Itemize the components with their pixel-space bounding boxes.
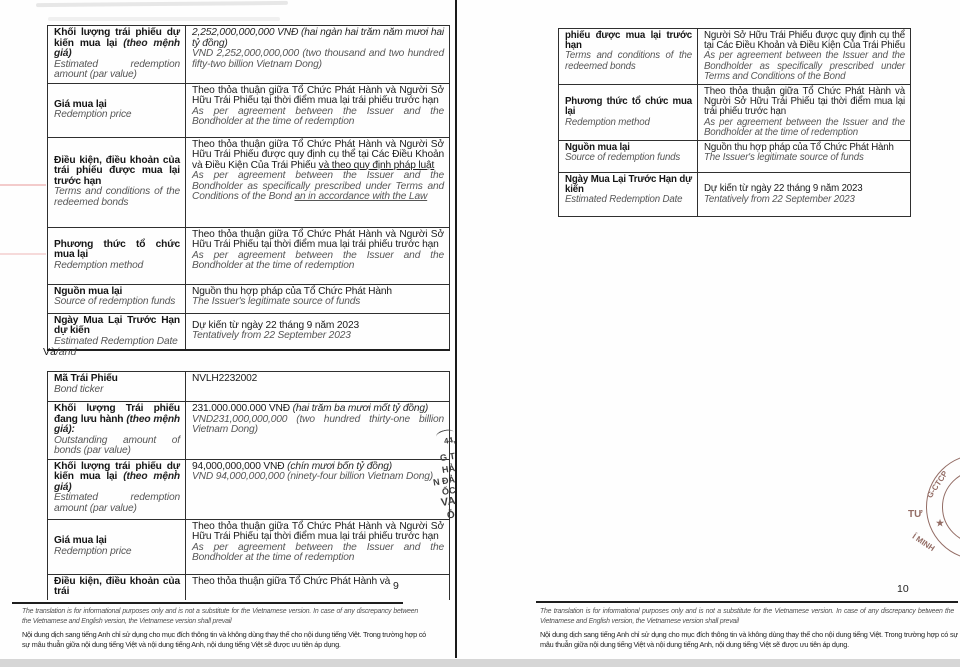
text-block: VND 2,252,000,000,000 (two thousand and two hundred fifty-two billion Vietnam Dong) — [192, 48, 444, 70]
table-row — [559, 29, 911, 85]
row-value-cell — [186, 313, 450, 350]
text-block: As per agreement between the Issuer and the Bondholder at the time of redemption — [704, 116, 905, 138]
row-label-cell — [48, 26, 186, 84]
text-block: 94,000,000,000 VNĐ (chín mươi bốn tỷ đồng) — [192, 460, 393, 472]
text-block: Source of redemption funds — [54, 296, 176, 307]
table-row — [48, 227, 450, 284]
table-row — [48, 402, 450, 460]
text-block: Redemption method — [54, 259, 144, 271]
text-block: Phương thức tổ chức mua lại — [54, 238, 180, 261]
row-value-cell — [186, 372, 450, 402]
table-row — [48, 137, 450, 227]
connector-en: /and — [55, 346, 77, 358]
text-block: Giá mua lại — [54, 98, 107, 110]
row-value-cell — [186, 137, 450, 227]
text-block: 2,252,000,000,000 VNĐ (hai ngàn hai trăm năm mươi hai tỷ đồng) — [192, 27, 444, 49]
text-block: Mã Trái Phiếu — [54, 373, 118, 384]
text-block: Nguồn thu hợp pháp của Tổ Chức Phát Hành — [704, 142, 894, 154]
text-block: Nguồn mua lại — [54, 285, 123, 297]
seal-star-icon: ★ — [936, 518, 945, 528]
row-label-cell — [48, 519, 186, 574]
text-block: Estimated Redemption Date — [54, 335, 178, 347]
text-block: Nguồn thu hợp pháp của Tổ Chức Phát Hành — [192, 285, 392, 297]
table-row — [559, 85, 911, 141]
row-label-cell — [48, 372, 186, 402]
text-block: Bond ticker — [54, 383, 104, 395]
table-row — [559, 173, 911, 217]
text-block: Terms and conditions of the redeemed bonds — [54, 186, 180, 208]
footer-rule — [536, 601, 958, 603]
text-block: Phương thức tổ chức mua lại — [565, 96, 692, 118]
text-block: Khối lượng trái phiếu dự kiến mua lại (theo mệnh giá) — [54, 460, 180, 493]
row-label-cell — [559, 141, 698, 173]
text-block: Ngày Mua Lại Trước Hạn dự kiến — [54, 314, 180, 336]
table-row — [559, 141, 911, 173]
text-block: Theo thỏa thuận giữa Tổ Chức Phát Hành và Người Sở Hữu Trái Phiếu tại thời điểm mua lại trái phiếu trước hạn — [704, 86, 905, 118]
footer-disclaimer-vn: Nội dung dịch sang tiếng Anh chỉ sử dụng cho mục đích thông tin và không dùng thay thế cho nội dung tiếng Việt. Trong trường hợp có sự mâu thuẫn giữa nội dung tiếng Việt và nội dung tiếng Anh, nội dung tiếng Việt sẽ được ưu tiên áp dụng. — [540, 630, 958, 650]
stamp-text-fragment: G T — [439, 450, 456, 464]
table-row — [48, 26, 450, 84]
stamp-text-fragment: HẢ — [441, 463, 456, 475]
page-number: 10 — [897, 583, 909, 595]
connector-vn: Và — [43, 346, 56, 358]
pink-scan-mark — [0, 253, 46, 255]
footer-disclaimer-en: The translation is for informational purposes only and is not a substitute for the Vietnamese version. In case of any discrepancy between the Vietnamese and English version, the Vietnamese version shall prevail — [22, 608, 418, 625]
row-label-cell — [48, 313, 186, 350]
text-block: Người Sở Hữu Trái Phiếu được quy định cụ thể tại Các Điều Khoản và Điều Kiện Của Trái Phiếu — [704, 30, 905, 52]
text-block: Khối lượng trái phiếu dự kiến mua lại (theo mệnh giá) — [54, 27, 180, 59]
row-value-cell — [186, 574, 450, 600]
row-value-cell — [186, 459, 450, 519]
stamp-arc — [434, 521, 453, 529]
footer-disclaimer-en: The translation is for informational purposes only and is not a substitute for the Vietnamese version. In case of any discrepancy between the Vietnamese and English version, the Vietnamese version shall prevail — [540, 608, 954, 625]
text-block: The Issuer's legitimate source of funds — [192, 296, 361, 307]
row-label-cell — [48, 137, 186, 227]
redemption-terms-table-continued — [558, 28, 911, 217]
text-block: Ngày Mua Lại Trước Hạn dự kiến — [565, 174, 692, 196]
text-block: Điều kiện, điều khoản của trái phiếu được mua lại trước hạn — [54, 154, 180, 187]
row-label-cell — [48, 284, 186, 313]
text-block: VND 94,000,000,000 (ninety-four billion Vietnam Dong) — [192, 471, 434, 482]
stamp-text-fragment: ỐC — [440, 485, 456, 497]
text-block: 231.000.000.000 VNĐ (hai trăm ba mươi mốt tỷ đồng) — [192, 403, 429, 414]
scan-smear — [48, 17, 280, 21]
text-block: Nguồn mua lại — [565, 142, 630, 154]
stamp-text-fragment: Ỗ — [446, 509, 456, 522]
text-block: Estimated redemption amount (par value) — [54, 58, 180, 80]
seal-inner-text: TƯ — [908, 509, 923, 520]
row-value-cell — [186, 83, 450, 137]
text-block: Outstanding amount of bonds (par value) — [54, 434, 180, 456]
scan-edge-band — [0, 659, 960, 667]
text-block: Dự kiến từ ngày 22 tháng 9 năm 2023 — [192, 319, 359, 331]
row-value-cell — [698, 85, 911, 141]
page-divider-line — [455, 0, 457, 658]
row-value-cell — [698, 29, 911, 85]
text-block: Khối lượng Trái phiếu đang lưu hành (theo mệnh giá): — [54, 403, 180, 435]
round-seal-partial — [906, 452, 960, 564]
row-value-cell — [186, 284, 450, 313]
text-block: As per agreement between the Issuer and the Bondholder at the time of redemption — [192, 105, 444, 127]
row-value-cell — [186, 26, 450, 84]
row-label-cell — [48, 227, 186, 284]
scan-smear — [36, 1, 288, 7]
text-block: Source of redemption funds — [565, 152, 681, 164]
text-block: Theo thỏa thuận giữa Tổ Chức Phát Hành và Người Sở Hữu Trái Phiếu tại thời điểm mua lại trái phiếu trước hạn — [192, 520, 444, 542]
row-value-cell — [186, 227, 450, 284]
text-block: Redemption price — [54, 545, 132, 557]
seal-arc-text: G-CTCP — [925, 469, 950, 500]
connector-and — [43, 346, 76, 358]
text-block: Theo thỏa thuận giữa Tổ Chức Phát Hành và Người Sở Hữu Trái Phiếu tại thời điểm mua lại trái phiếu trước hạn — [192, 84, 444, 106]
redemption-terms-table-bond1 — [47, 25, 450, 351]
text-block: Estimated Redemption Date — [565, 194, 683, 206]
redemption-terms-table-bond2 — [47, 371, 450, 600]
text-block: Theo thỏa thuận giữa Tổ Chức Phát Hành và Người Sở Hữu Trái Phiếu tại thời điểm mua lại trái phiếu trước hạn — [192, 228, 444, 250]
text-block: Redemption method — [565, 116, 650, 128]
stamp-text-fragment: VA — [439, 494, 456, 510]
text-block: As per agreement between the Issuer and the Bondholder at the time of redemption — [192, 249, 444, 271]
text-block: As per agreement between the Issuer and the Bondholder at the time of redemption — [192, 541, 444, 563]
table-row — [48, 372, 450, 402]
row-value-cell — [698, 141, 911, 173]
text-block: The Issuer's legitimate source of funds — [704, 152, 864, 164]
table-row — [48, 313, 450, 350]
row-value-cell — [186, 402, 450, 460]
text-block: As per agreement between the Issuer and the Bondholder as specifically prescribed under Terms and Conditions of the Bond an in accordance with the Law — [192, 170, 444, 202]
text-block: phiếu được mua lại trước hạn — [565, 30, 692, 52]
page-number: 9 — [393, 580, 399, 592]
footer-disclaimer-vn: Nội dung dịch sang tiếng Anh chỉ sử dụng cho mục đích thông tin và không dùng thay thế cho nội dung tiếng Việt. Trong trường hợp có sự mâu thuẫn giữa nội dung tiếng Việt và nội dung tiếng Anh, nội dung tiếng Việt sẽ được ưu tiên áp dụng. — [22, 630, 426, 650]
text-block: As per agreement between the Issuer and the Bondholder as specifically prescribed under Terms and Conditions of the Bond — [704, 50, 905, 82]
text-block: Theo thỏa thuận giữa Tổ Chức Phát Hành và Người Sở Hữu Trái Phiếu được quy định cụ thể tại Các Điều Khoản và Điều Kiện Của Trái Phiếu và theo quy định pháp luật — [192, 138, 444, 171]
text-block: Terms and conditions of the redeemed bonds — [565, 50, 692, 72]
table-row — [48, 574, 450, 600]
table-row — [48, 83, 450, 137]
stamp-text-fragment: 44, — [443, 435, 456, 446]
row-label-cell — [48, 459, 186, 519]
row-label-cell — [559, 29, 698, 85]
seal-arc-text: Í MINH — [910, 531, 937, 554]
row-value-cell — [698, 173, 911, 217]
text-block: VND231,000,000,000 (two hundred thirty-one billion Vietnam Dong) — [192, 413, 444, 435]
pink-scan-mark — [0, 184, 46, 186]
row-value-cell — [186, 519, 450, 574]
footer-rule — [12, 602, 403, 604]
text-block: Giá mua lại — [54, 535, 107, 546]
text-block: Điều kiện, điều khoản của trái — [54, 575, 180, 597]
text-block: Estimated redemption amount (par value) — [54, 492, 180, 514]
text-block: Theo thỏa thuận giữa Tổ Chức Phát Hành và — [192, 575, 391, 587]
text-block: Redemption price — [54, 109, 132, 120]
row-label-cell — [559, 173, 698, 217]
row-label-cell — [559, 85, 698, 141]
row-label-cell — [48, 402, 186, 460]
text-block: Tentatively from 22 September 2023 — [704, 193, 855, 205]
company-stamp-partial — [426, 429, 456, 529]
table-row — [48, 459, 450, 519]
stamp-text-fragment: N ĐẢ — [432, 474, 456, 488]
text-block: Tentatively from 22 September 2023 — [192, 330, 351, 342]
text-block: Dự kiến từ ngày 22 tháng 9 năm 2023 — [704, 183, 863, 195]
text-block: NVLH2232002 — [192, 373, 258, 384]
row-label-cell — [48, 574, 186, 600]
row-label-cell — [48, 83, 186, 137]
table-row — [48, 284, 450, 313]
table-row — [48, 519, 450, 574]
